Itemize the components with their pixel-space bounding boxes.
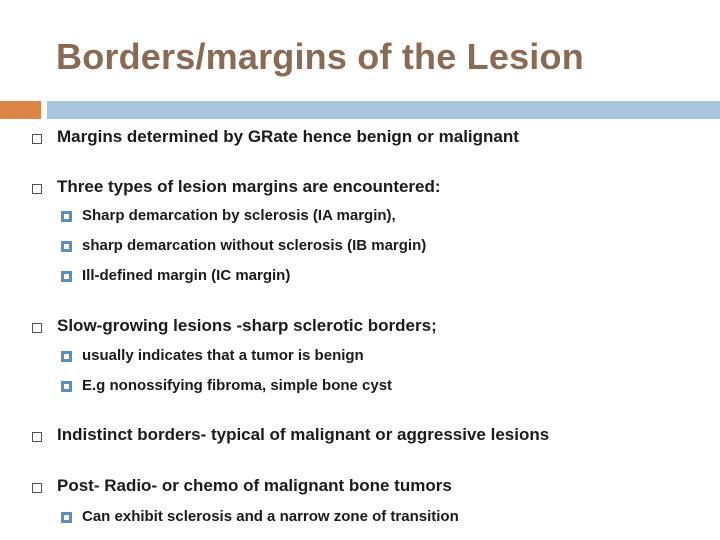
- square-bullet-icon: [32, 432, 42, 442]
- sub-bullet-text: usually indicates that a tumor is benign: [82, 347, 364, 364]
- sub-bullet-text: E.g nonossifying fibroma, simple bone cyst: [82, 377, 393, 394]
- square-bullet-icon: [32, 323, 42, 333]
- filled-square-bullet-icon: [61, 381, 72, 392]
- bullet-text: Three types of lesion margins are encountered:: [57, 177, 441, 196]
- bullet-text: Margins determined by GRate hence benign or malignant: [57, 127, 519, 146]
- square-bullet-icon: [32, 184, 42, 194]
- bullet-text: Slow-growing lesions -sharp sclerotic borders;: [57, 316, 437, 335]
- filled-square-bullet-icon: [61, 241, 72, 252]
- square-bullet-icon: [32, 483, 42, 493]
- sub-bullet-text: Ill-defined margin (IC margin): [82, 267, 291, 284]
- bullet-text: Post- Radio- or chemo of malignant bone tumors: [57, 476, 452, 495]
- filled-square-bullet-icon: [61, 271, 72, 282]
- slide-title: Borders/margins of the Lesion: [56, 36, 584, 77]
- bullet-text: Indistinct borders- typical of malignant or aggressive lesions: [57, 425, 550, 444]
- filled-square-bullet-icon: [61, 211, 72, 222]
- filled-square-bullet-icon: [61, 512, 72, 523]
- square-bullet-icon: [32, 134, 42, 144]
- sub-bullet-text: Can exhibit sclerosis and a narrow zone of transition: [82, 508, 459, 525]
- sub-bullet-text: sharp demarcation without sclerosis (IB margin): [82, 237, 427, 254]
- sub-bullet-text: Sharp demarcation by sclerosis (IA margin),: [82, 207, 396, 224]
- filled-square-bullet-icon: [61, 351, 72, 362]
